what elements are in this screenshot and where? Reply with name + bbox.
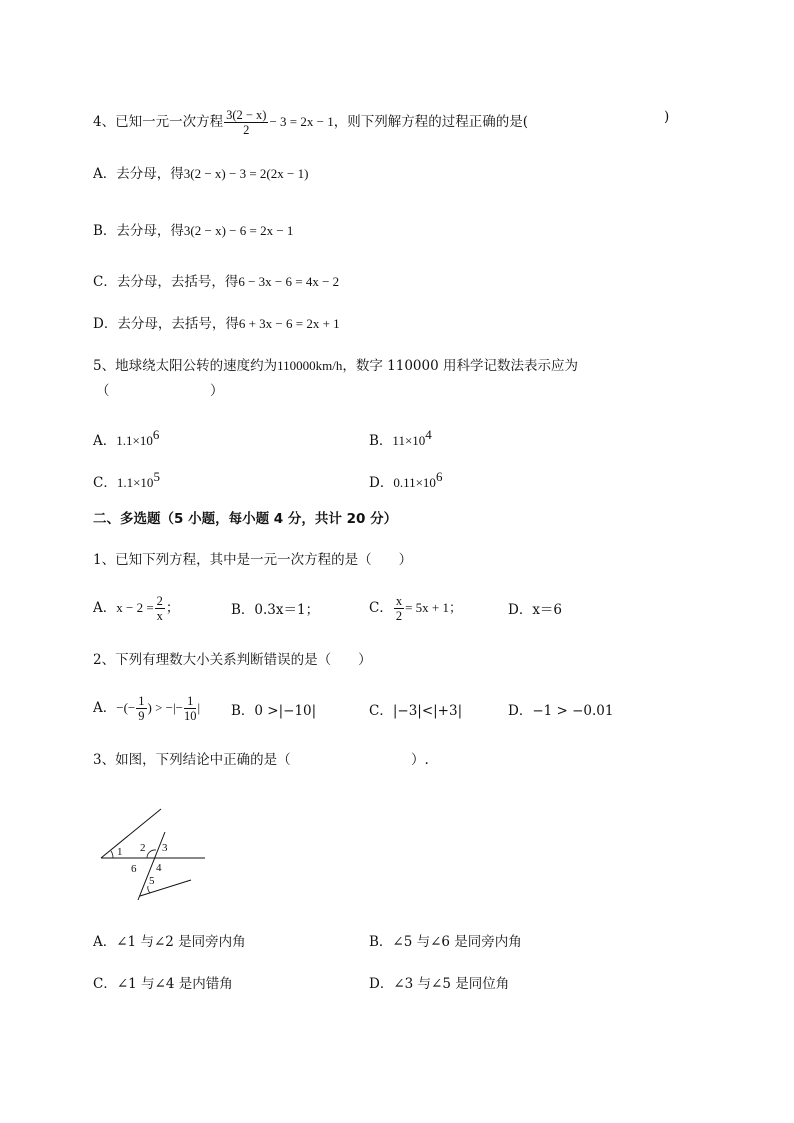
figure-label-6: 6	[131, 863, 137, 875]
q5-option-a: A．$1.1\times 10^6$	[93, 427, 160, 449]
m2-option-c: C．|−3|<|+3|	[369, 703, 463, 719]
q4-close-paren: )	[664, 109, 670, 125]
m2-option-b: B．0 >|−10|	[231, 703, 317, 719]
m3-option-c: C．∠1 与∠4 是内错角	[93, 976, 233, 992]
q4-prefix: 4、已知一元一次方程	[93, 114, 224, 130]
figure-label-5: 5	[149, 875, 155, 887]
figure-label-1: 1	[117, 846, 123, 858]
m2-stem: 2、下列有理数大小关系判断错误的是（ ）	[93, 652, 372, 668]
m1-stem: 1、已知下列方程，其中是一元一次方程的是（ ）	[93, 552, 413, 568]
q4-option-b: B．去分母，得3(2 − x) − 6 = 2x − 1	[93, 223, 294, 239]
q4-stem	[93, 108, 528, 137]
figure-label-4: 4	[156, 862, 162, 874]
figure-arc-5	[148, 886, 150, 893]
angle-figure	[95, 800, 210, 905]
q4-frac-numerator: 3(2 − x)	[226, 108, 267, 122]
q4-frac-denominator: 2	[243, 123, 250, 137]
m1-option-c: C． $\frac{x}{2}$ = 5x + 1；	[369, 594, 463, 623]
q5-option-b: B．$11\times 10^4$	[369, 427, 432, 449]
q4-option-a: A．去分母，得3(2 − x) − 3 = 2(2x − 1)	[93, 166, 309, 182]
figure-arc-1	[111, 851, 113, 858]
q5-answer-paren-close: ）	[210, 383, 224, 399]
m3-close-paren: ）.	[411, 752, 429, 768]
q5-option-d: D．$0.11\times 10^6$	[369, 469, 443, 491]
figure-label-2: 2	[140, 842, 146, 854]
q5-stem: 5、地球绕太阳公转的速度约为110000km/h，数字 110000 用科学记数法表示应为	[93, 358, 578, 374]
m1-option-b: B．0.3x＝1；	[231, 602, 320, 618]
m2-option-d: D．−1 > −0.01	[508, 703, 614, 719]
m3-option-b: B．∠5 与∠6 是同旁内角	[369, 934, 522, 950]
q4-equation-rest: − 3 = 2x − 1	[269, 114, 334, 129]
m2-option-a: A．−(− $\frac{1}{9}$ ) > −|− $\frac{1}{10}$ |	[93, 694, 201, 723]
q4-option-d: D．去分母，去括号，得6 + 3x − 6 = 2x + 1	[93, 316, 340, 332]
q4-fraction	[224, 108, 268, 137]
m3-stem: 3、如图，下列结论中正确的是（	[93, 752, 291, 768]
q4-suffix: ，则下列解方程的过程正确的是(	[333, 114, 528, 130]
section-title: 二、多选题（5 小题，每小题 4 分，共计 20 分）	[93, 511, 398, 527]
q5-option-c: C．$1.1\times 10^5$	[93, 469, 160, 491]
q5-answer-paren-open: （	[96, 383, 110, 399]
q4-option-c: C．去分母，去括号，得6 − 3x − 6 = 4x − 2	[93, 274, 340, 290]
figure-label-3: 3	[162, 842, 168, 854]
m1-option-a: A．x − 2 = $\frac{2}{x}$ ；	[93, 594, 180, 623]
m1-option-d: D．x＝6	[508, 602, 563, 618]
m3-option-d: D．∠3 与∠5 是同位角	[369, 976, 510, 992]
m3-option-a: A．∠1 与∠2 是同旁内角	[93, 934, 246, 950]
